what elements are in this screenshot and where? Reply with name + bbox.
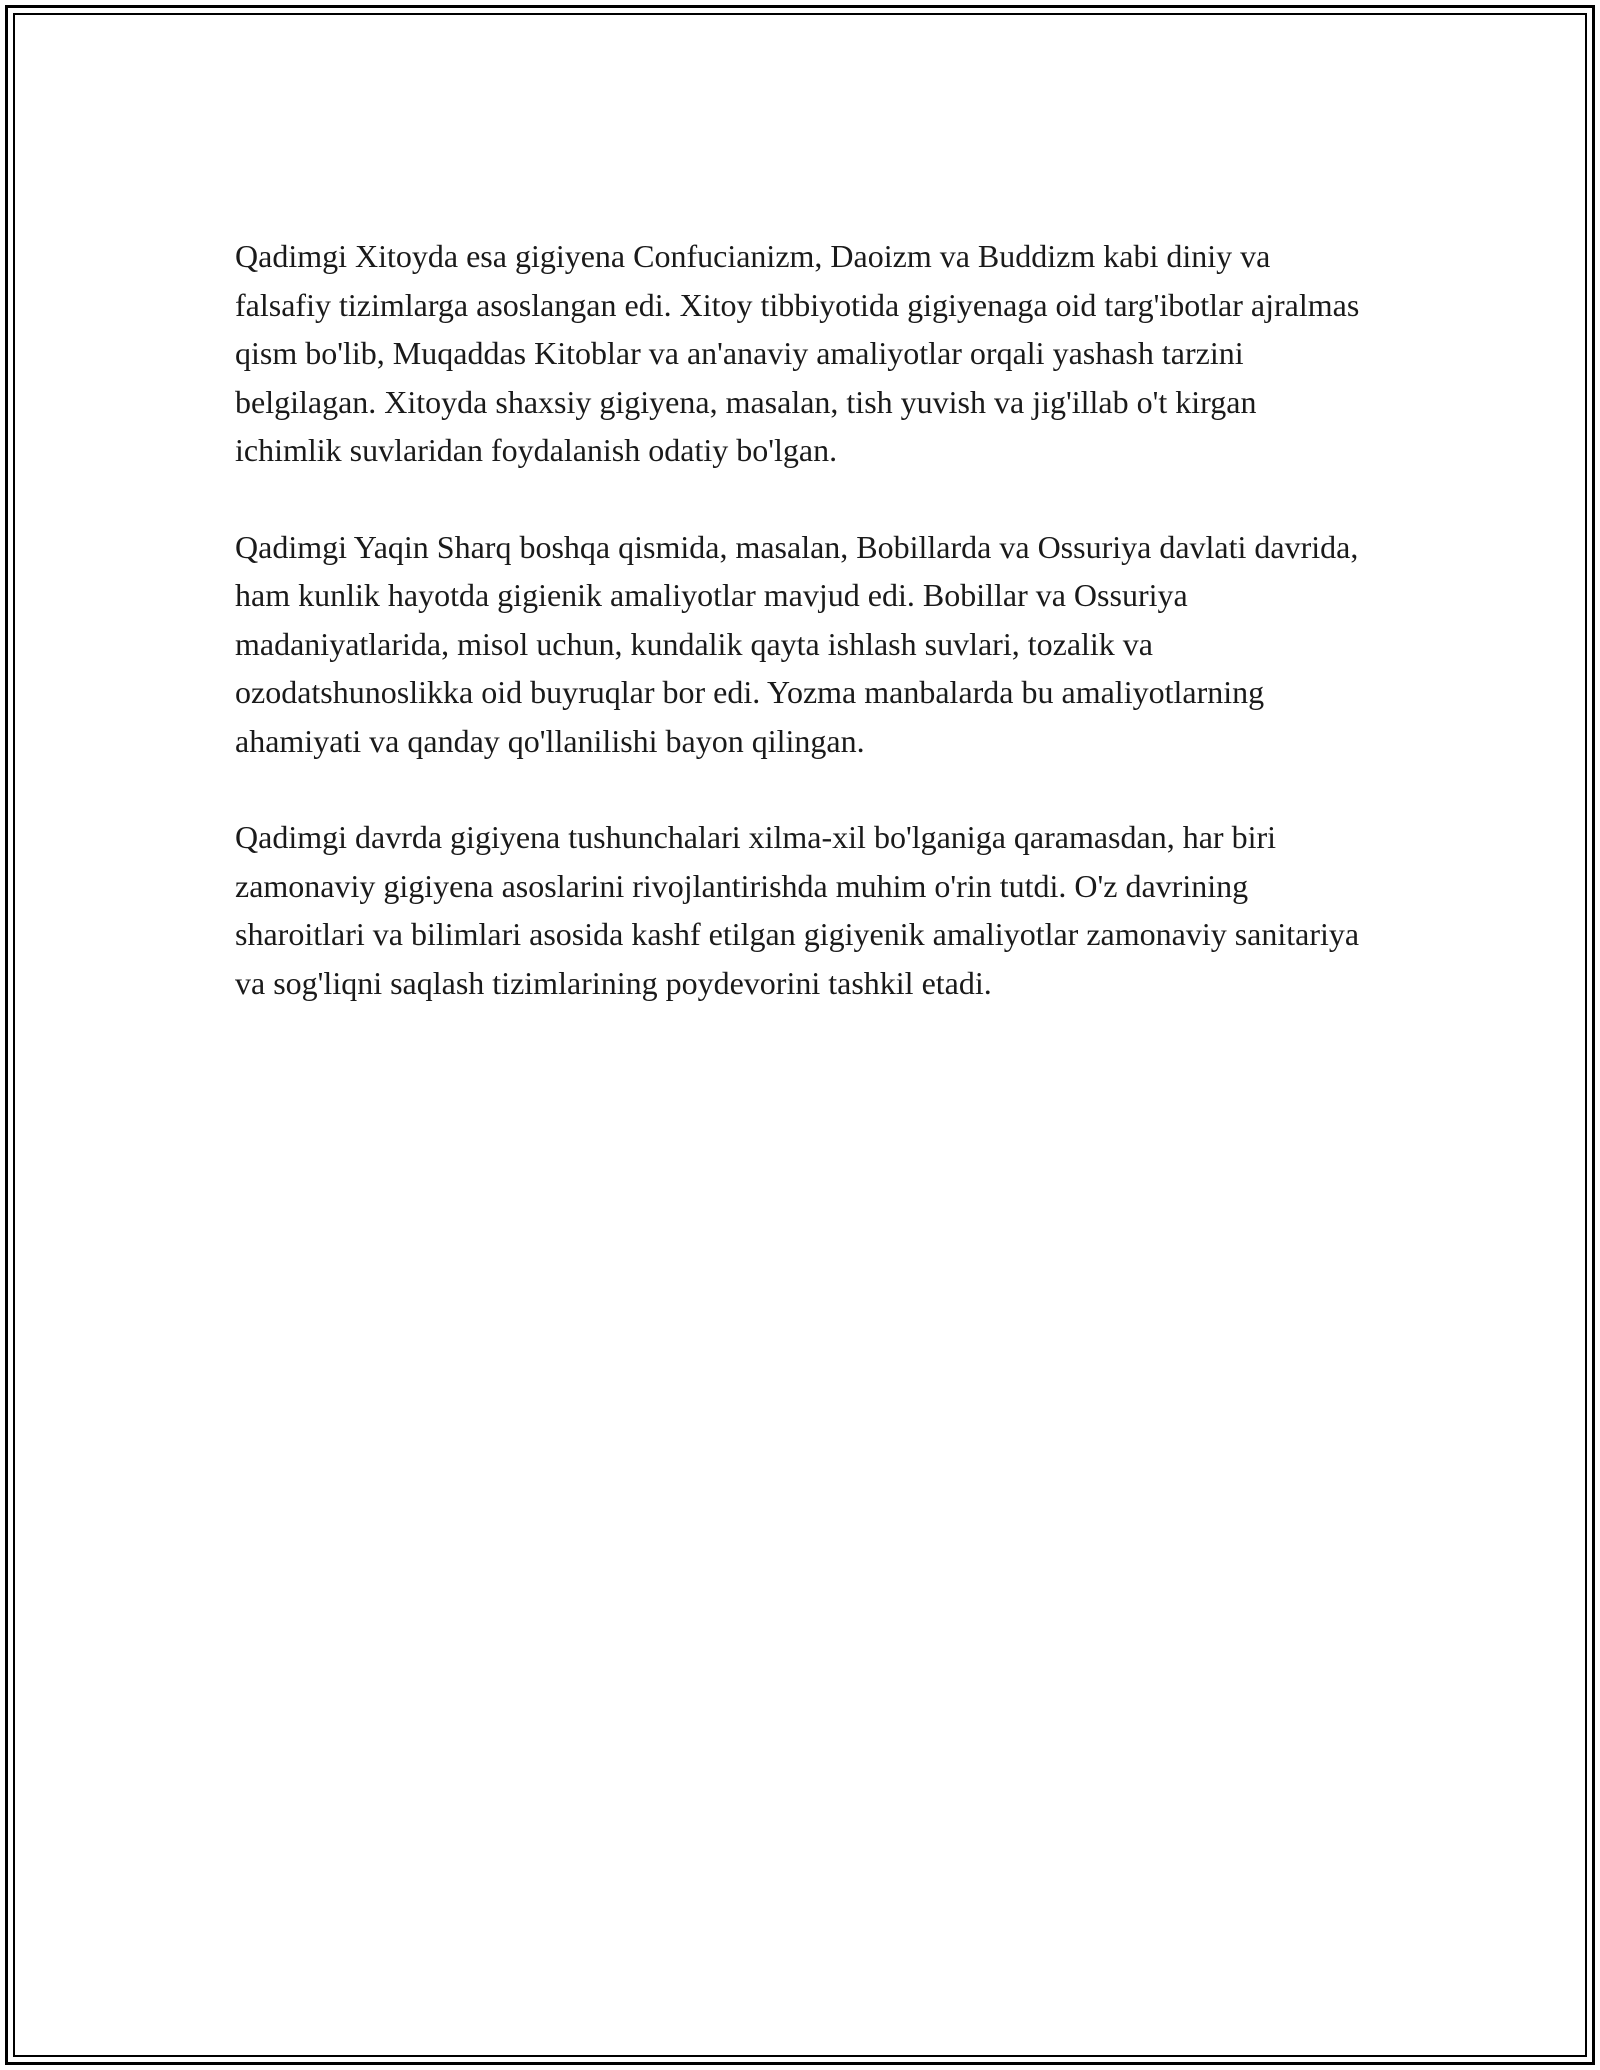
paragraph-china-hygiene: Qadimgi Xitoyda esa gigiyena Confucianizm, Daoizm va Buddizm kabi diniy va falsafiy tizimlarga asoslangan edi. Xitoy tibbiyotida gigiyenaga oid targ'ibotlar ajralmas qism bo'lib, Muqaddas Kitoblar va an'anaviy amaliyotlar orqali yashash tarzini belgilagan. Xitoyda shaxsiy gigiyena, masalan, tish yuvish va jig'illab o't kirgan ichimlik suvlaridan foydalanish odatiy bo'lgan. [235, 238, 1360, 468]
paragraph-ancient-hygiene-summary: Qadimgi davrda gigiyena tushunchalari xilma-xil bo'lganiga qaramasdan, har biri zamonaviy gigiyena asoslarini rivojlantirishda muhim o'rin tutdi. O'z davrining sharoitlari va bilimlari asosida kashf etilgan gigiyenik amaliyotlar zamonaviy sanitariya va sog'liqni saqlash tizimlarining poydevorini tashkil etadi. [235, 819, 1360, 1001]
document-body [235, 232, 1370, 1055]
paragraph-near-east-hygiene: Qadimgi Yaqin Sharq boshqa qismida, masalan, Bobillarda va Ossuriya davlati davrida, ham kunlik hayotda gigienik amaliyotlar mavjud edi. Bobillar va Ossuriya madaniyatlarida, misol uchun, kundalik qayta ishlash suvlari, tozalik va ozodatshunoslikka oid buyruqlar bor edi. Yozma manbalarda bu amaliyotlarning ahamiyati va qanday qo'llanilishi bayon qilingan. [235, 528, 1359, 759]
